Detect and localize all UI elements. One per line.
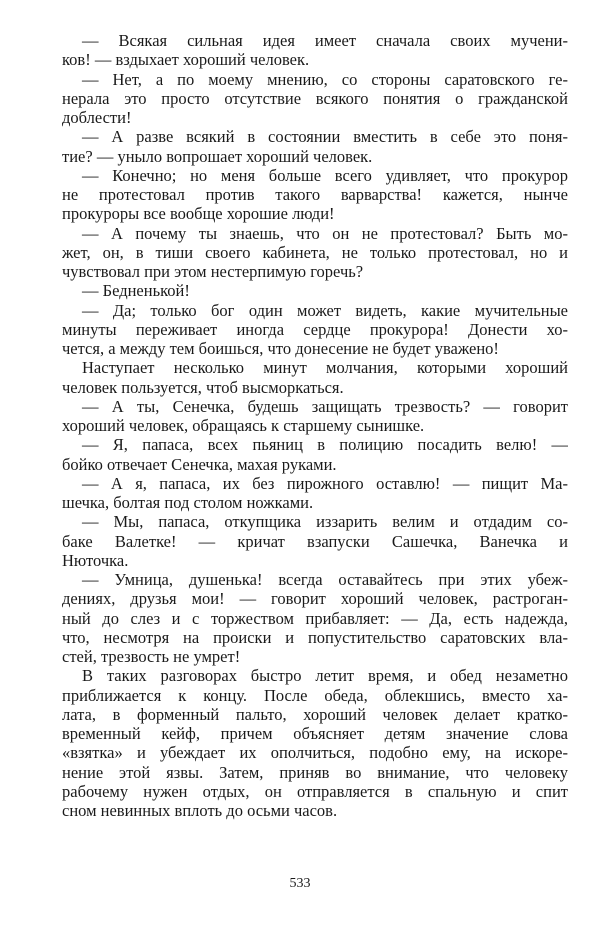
text-line: стей, трезвость не умрет! [62,647,241,666]
page-body-text [62,31,568,820]
text-line: — Бедненькой! [82,281,190,301]
text-line: — Умница, душенька! всегда оставайтесь при этих убеж- [82,570,568,589]
text-line: чется, а между тем боишься, что донесение не будет уважено! [62,339,499,358]
text-line: — А разве всякий в состоянии вместить в себе это поня- [82,127,568,147]
text-line: доблести! [62,108,132,127]
text-line: нерала это просто отсутствие всякого понятия о гражданской [62,88,568,108]
text-line: Наступает несколько минут молчания, которыми хороший [82,358,568,378]
text-line: рабочему нужен отдых, он отправляется в спальную и спит [62,781,568,801]
text-line: человек пользуется, чтоб высморкаться. [62,377,344,397]
text-line: — Всякая сильная идея имеет сначала своих мучени- [82,31,568,50]
text-line: сном невинных вплоть до осьми часов. [62,801,338,820]
text-line: чувствовал при этом нестерпимую горечь? [62,262,364,281]
text-line: прокуроры все вообще хорошие люди! [62,204,335,224]
text-line: жет, он, в тиши своего кабинета, не только протестовал, но и [62,242,568,262]
text-line: минуты переживает иногда сердце прокурора! Донести хо- [62,319,568,339]
text-line: что, несмотря на происки и попустительство саратовских вла- [62,627,568,647]
text-line: бойко отвечает Сенечка, махая руками. [62,454,337,474]
text-line: — А я, папаса, их без пирожного оставлю! — пищит Ма- [82,473,568,493]
text-line: «взятка» и убеждает их ополчиться, подобно ему, на искоре- [62,743,568,763]
text-line: — А ты, Сенечка, будешь защищать трезвость? — говорит [82,396,568,416]
text-line: — Да; только бог один может видеть, какие мучительные [82,300,568,320]
text-line: — Нет, а по моему мнению, со стороны саратовского ге- [82,69,568,89]
page-number: 533 [289,876,311,891]
text-line: — А почему ты знаешь, что он не протестовал? Быть мо- [82,223,568,243]
text-line: тие? — уныло вопрошает хороший человек. [62,146,373,166]
text-line: шечка, болтая под столом ножками. [62,493,314,512]
text-line: В таких разговорах быстро летит время, и обед незаметно [82,666,568,686]
text-line: Нюточка. [62,550,129,570]
text-line: ный до слез и с торжеством прибавляет: — Да, есть надежда, [62,608,568,628]
text-line: ков! — вздыхает хороший человек. [62,50,310,70]
text-line: хороший человек, обращаясь к старшему сынишке. [62,416,425,435]
text-line: нение этой язвы. Затем, приняв во внимание, что человеку [62,762,568,782]
text-line: баке Валетке! — кричат взапуски Сашечка, Ванечка и [62,531,568,551]
text-line: приближается к концу. После обеда, облекшись, вместо ха- [62,685,568,705]
text-line: дениях, друзья мои! — говорит хороший человек, растроган- [62,589,568,609]
text-line: лата, в форменный пальто, хороший человек делает кратко- [62,704,568,724]
text-line: не протестовал против такого варварства! кажется, нынче [62,185,568,204]
text-line: — Я, папаса, всех пьяниц в полицию посадить велю! — [82,435,568,455]
text-line: — Мы, папаса, откупщика иззарить велим и отдадим со- [82,512,568,532]
text-line: временный кейф, причем объясняет детям значение слова [62,724,568,743]
text-line: — Конечно; но меня больше всего удивляет, что прокурор [82,165,568,185]
